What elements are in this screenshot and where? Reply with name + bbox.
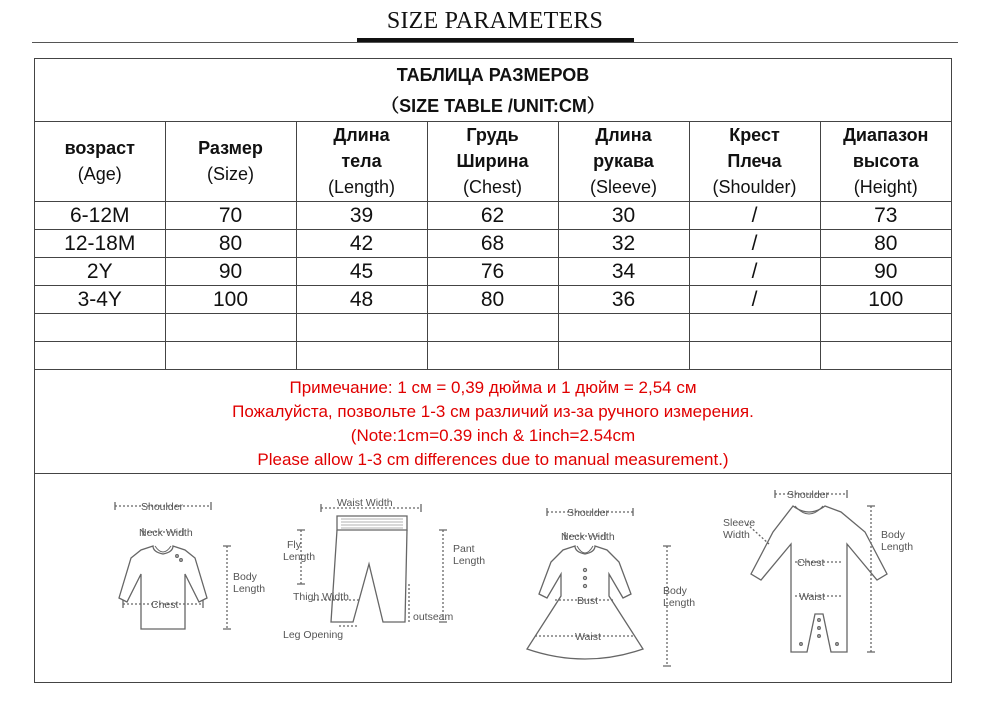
table-cell xyxy=(820,314,951,342)
col-header-ru: высота xyxy=(852,151,919,171)
table-cell xyxy=(427,342,558,370)
measurement-notes xyxy=(35,371,951,474)
table-cell: 12-18M xyxy=(35,230,165,258)
table-header-row xyxy=(35,121,951,202)
col-header-en: (Size) xyxy=(206,164,254,184)
shirt-body-length-label-1: Body xyxy=(233,571,257,583)
table-cell: 34 xyxy=(558,258,689,286)
pants-pant-length-label-2: Length xyxy=(453,555,486,567)
heading-rule xyxy=(32,42,958,43)
col-header-en: (Height) xyxy=(853,177,918,197)
note-line-1: Примечание: 1 см = 0,39 дюйма и 1 дюйм = 2,54 см xyxy=(289,378,697,397)
size-chart-frame xyxy=(34,58,952,683)
table-cell xyxy=(296,342,427,370)
page-heading: SIZE PARAMETERS xyxy=(386,8,604,34)
col-header-age xyxy=(35,121,165,202)
table-cell xyxy=(558,342,689,370)
shirt-neck-width-label: Neck Width xyxy=(139,527,193,539)
table-cell: 76 xyxy=(427,258,558,286)
col-header-chest xyxy=(427,121,558,202)
table-cell xyxy=(165,342,296,370)
col-header-en: (Age) xyxy=(77,164,122,184)
table-cell xyxy=(427,314,558,342)
dress-neck-width-label: Neck Width xyxy=(561,531,615,543)
col-header-sleeve xyxy=(558,121,689,202)
col-header-length xyxy=(296,121,427,202)
table-cell xyxy=(558,314,689,342)
col-header-en: (Sleeve) xyxy=(589,177,658,197)
dress-bust-label: Bust xyxy=(577,595,599,607)
table-cell: 39 xyxy=(296,202,427,230)
col-header-ru: Плеча xyxy=(727,151,782,171)
shirt-shoulder-label: Shoulder xyxy=(141,501,184,513)
pants-thigh-width-label: Thigh Width xyxy=(293,591,350,603)
table-cell: / xyxy=(689,258,820,286)
table-cell xyxy=(35,314,165,342)
romper-sleeve-width-label-2: Width xyxy=(723,529,750,541)
table-row-empty xyxy=(35,342,951,370)
note-line-4: Please allow 1-3 cm differences due to manual measurement.) xyxy=(257,450,729,469)
table-title-en: （SIZE TABLE /UNIT:CM） xyxy=(381,96,605,116)
table-cell: 2Y xyxy=(35,258,165,286)
table-row xyxy=(35,286,951,314)
table-title-ru: ТАБЛИЦА РАЗМЕРОВ xyxy=(396,65,590,85)
table-cell: 36 xyxy=(558,286,689,314)
table-title-block xyxy=(35,59,951,122)
table-cell: 80 xyxy=(165,230,296,258)
table-cell xyxy=(35,342,165,370)
dress-body-length-label-1: Body xyxy=(663,585,687,597)
col-header-ru: тела xyxy=(341,151,382,171)
col-header-ru: Длина xyxy=(595,125,652,145)
col-header-ru: Длина xyxy=(333,125,390,145)
col-header-en: (Shoulder) xyxy=(712,177,797,197)
table-cell xyxy=(689,342,820,370)
table-row xyxy=(35,258,951,286)
table-cell: 80 xyxy=(427,286,558,314)
table-cell: 6-12M xyxy=(35,202,165,230)
size-table xyxy=(35,121,951,370)
note-line-3: (Note:1cm=0.39 inch & 1inch=2.54cm xyxy=(350,426,636,445)
measurement-diagrams xyxy=(35,474,951,682)
col-header-ru: Диапазон xyxy=(843,125,929,145)
table-cell xyxy=(296,314,427,342)
dress-shoulder-label: Shoulder xyxy=(567,507,610,519)
table-cell: 100 xyxy=(820,286,951,314)
table-cell: 45 xyxy=(296,258,427,286)
col-header-size xyxy=(165,121,296,202)
romper-diagram xyxy=(747,490,887,652)
table-row xyxy=(35,230,951,258)
table-cell: 80 xyxy=(820,230,951,258)
table-cell: 90 xyxy=(165,258,296,286)
romper-chest-label: Chest xyxy=(797,557,825,569)
pants-waist-width-label: Waist Width xyxy=(337,497,393,509)
table-cell: 100 xyxy=(165,286,296,314)
table-cell xyxy=(165,314,296,342)
table-row-empty xyxy=(35,314,951,342)
table-cell: 62 xyxy=(427,202,558,230)
dress-body-length-label-2: Length xyxy=(663,597,696,609)
table-cell: / xyxy=(689,286,820,314)
table-cell: / xyxy=(689,202,820,230)
note-line-2: Пожалуйста, позвольте 1-3 см различий из-за ручного измерения. xyxy=(232,402,754,421)
romper-sleeve-width-label-1: Sleeve xyxy=(723,517,756,529)
shirt-chest-label: Chest xyxy=(151,599,179,611)
table-cell: 90 xyxy=(820,258,951,286)
col-header-ru: Крест xyxy=(729,125,780,145)
romper-shoulder-label: Shoulder xyxy=(787,489,830,501)
table-cell: 30 xyxy=(558,202,689,230)
col-header-ru: возраст xyxy=(64,138,135,158)
pants-fly-length-label-1: Fly xyxy=(287,539,301,551)
table-row xyxy=(35,202,951,230)
col-header-ru: Грудь xyxy=(466,125,519,145)
table-cell xyxy=(689,314,820,342)
table-cell: 3-4Y xyxy=(35,286,165,314)
col-header-height xyxy=(820,121,951,202)
table-cell: / xyxy=(689,230,820,258)
pants-leg-opening-label: Leg Opening xyxy=(283,629,344,641)
pants-diagram xyxy=(297,504,447,626)
table-cell: 48 xyxy=(296,286,427,314)
col-header-ru: Ширина xyxy=(456,151,529,171)
dress-waist-label: Waist xyxy=(575,631,601,643)
romper-body-length-label-1: Body xyxy=(881,529,905,541)
col-header-ru: Размер xyxy=(198,138,263,158)
table-cell: 70 xyxy=(165,202,296,230)
shirt-body-length-label-2: Length xyxy=(233,583,266,595)
pants-pant-length-label-1: Pant xyxy=(453,543,475,555)
table-cell: 42 xyxy=(296,230,427,258)
col-header-ru: рукава xyxy=(593,151,654,171)
pants-fly-length-label-2: Length xyxy=(283,551,316,563)
diagrams-svg xyxy=(35,474,951,682)
pants-outseam-label: outseam xyxy=(413,611,454,623)
romper-body-length-label-2: Length xyxy=(881,541,914,553)
romper-waist-label: Waist xyxy=(799,591,825,603)
table-cell: 73 xyxy=(820,202,951,230)
table-cell xyxy=(820,342,951,370)
table-cell: 32 xyxy=(558,230,689,258)
col-header-en: (Length) xyxy=(327,177,396,197)
col-header-en: (Chest) xyxy=(462,177,522,197)
col-header-shoulder xyxy=(689,121,820,202)
table-cell: 68 xyxy=(427,230,558,258)
